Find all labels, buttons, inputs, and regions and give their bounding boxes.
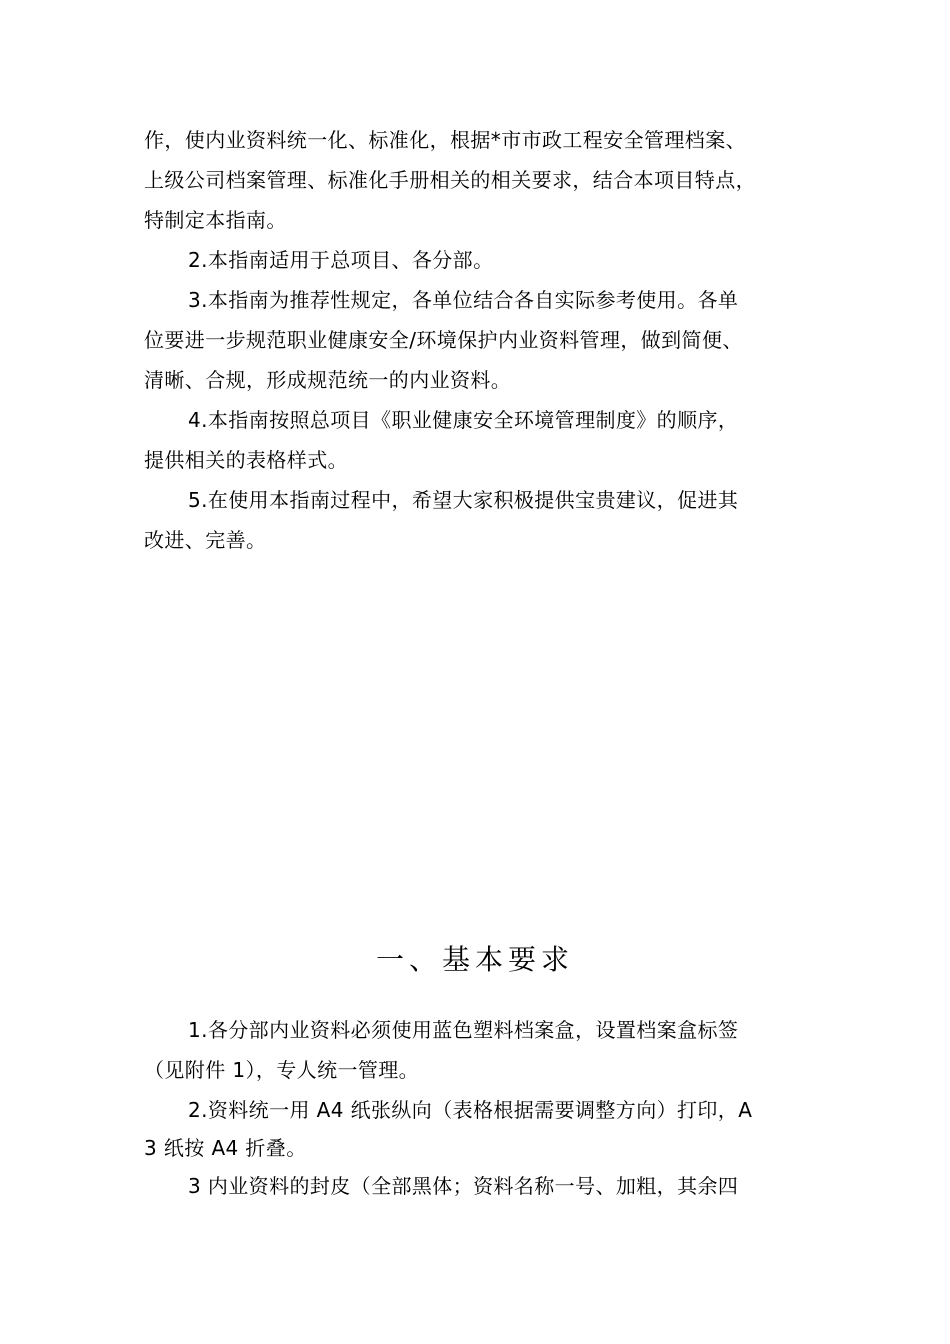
intro-paragraph-line: 特制定本指南。 (144, 208, 287, 232)
intro-item-2: 2.本指南适用于总项目、各分部。 (188, 248, 494, 272)
intro-item-4-line: 提供相关的表格样式。 (144, 448, 348, 472)
requirement-1-line: 1.各分部内业资料必须使用蓝色塑料档案盒，设置档案盒标签 (188, 1018, 739, 1042)
requirement-3-line: 3 内业资料的封皮（全部黑体；资料名称一号、加粗，其余四 (188, 1174, 739, 1198)
section-heading: 一、基本要求 (375, 943, 574, 976)
intro-item-5-line: 5.在使用本指南过程中，希望大家积极提供宝贵建议，促进其 (188, 488, 739, 512)
intro-item-4-line: 4.本指南按照总项目《职业健康安全环境管理制度》的顺序， (188, 408, 739, 432)
intro-item-3-line: 位要进一步规范职业健康安全/环境保护内业资料管理，做到简便、 (144, 328, 743, 352)
requirement-2-line: 2.资料统一用 A4 纸张纵向（表格根据需要调整方向）打印，A (188, 1098, 753, 1122)
intro-item-3-line: 清晰、合规，形成规范统一的内业资料。 (144, 368, 512, 392)
requirement-2-line: 3 纸按 A4 折叠。 (144, 1136, 307, 1160)
intro-item-3-line: 3.本指南为推荐性规定，各单位结合各自实际参考使用。各单 (188, 288, 739, 312)
intro-paragraph-line: 作，使内业资料统一化、标准化，根据*市市政工程安全管理档案、 (144, 128, 746, 152)
intro-paragraph-line: 上级公司档案管理、标准化手册相关的相关要求，结合本项目特点， (144, 168, 756, 192)
requirement-1-line: （见附件 1），专人统一管理。 (144, 1058, 420, 1082)
intro-item-5-line: 改进、完善。 (144, 528, 267, 552)
